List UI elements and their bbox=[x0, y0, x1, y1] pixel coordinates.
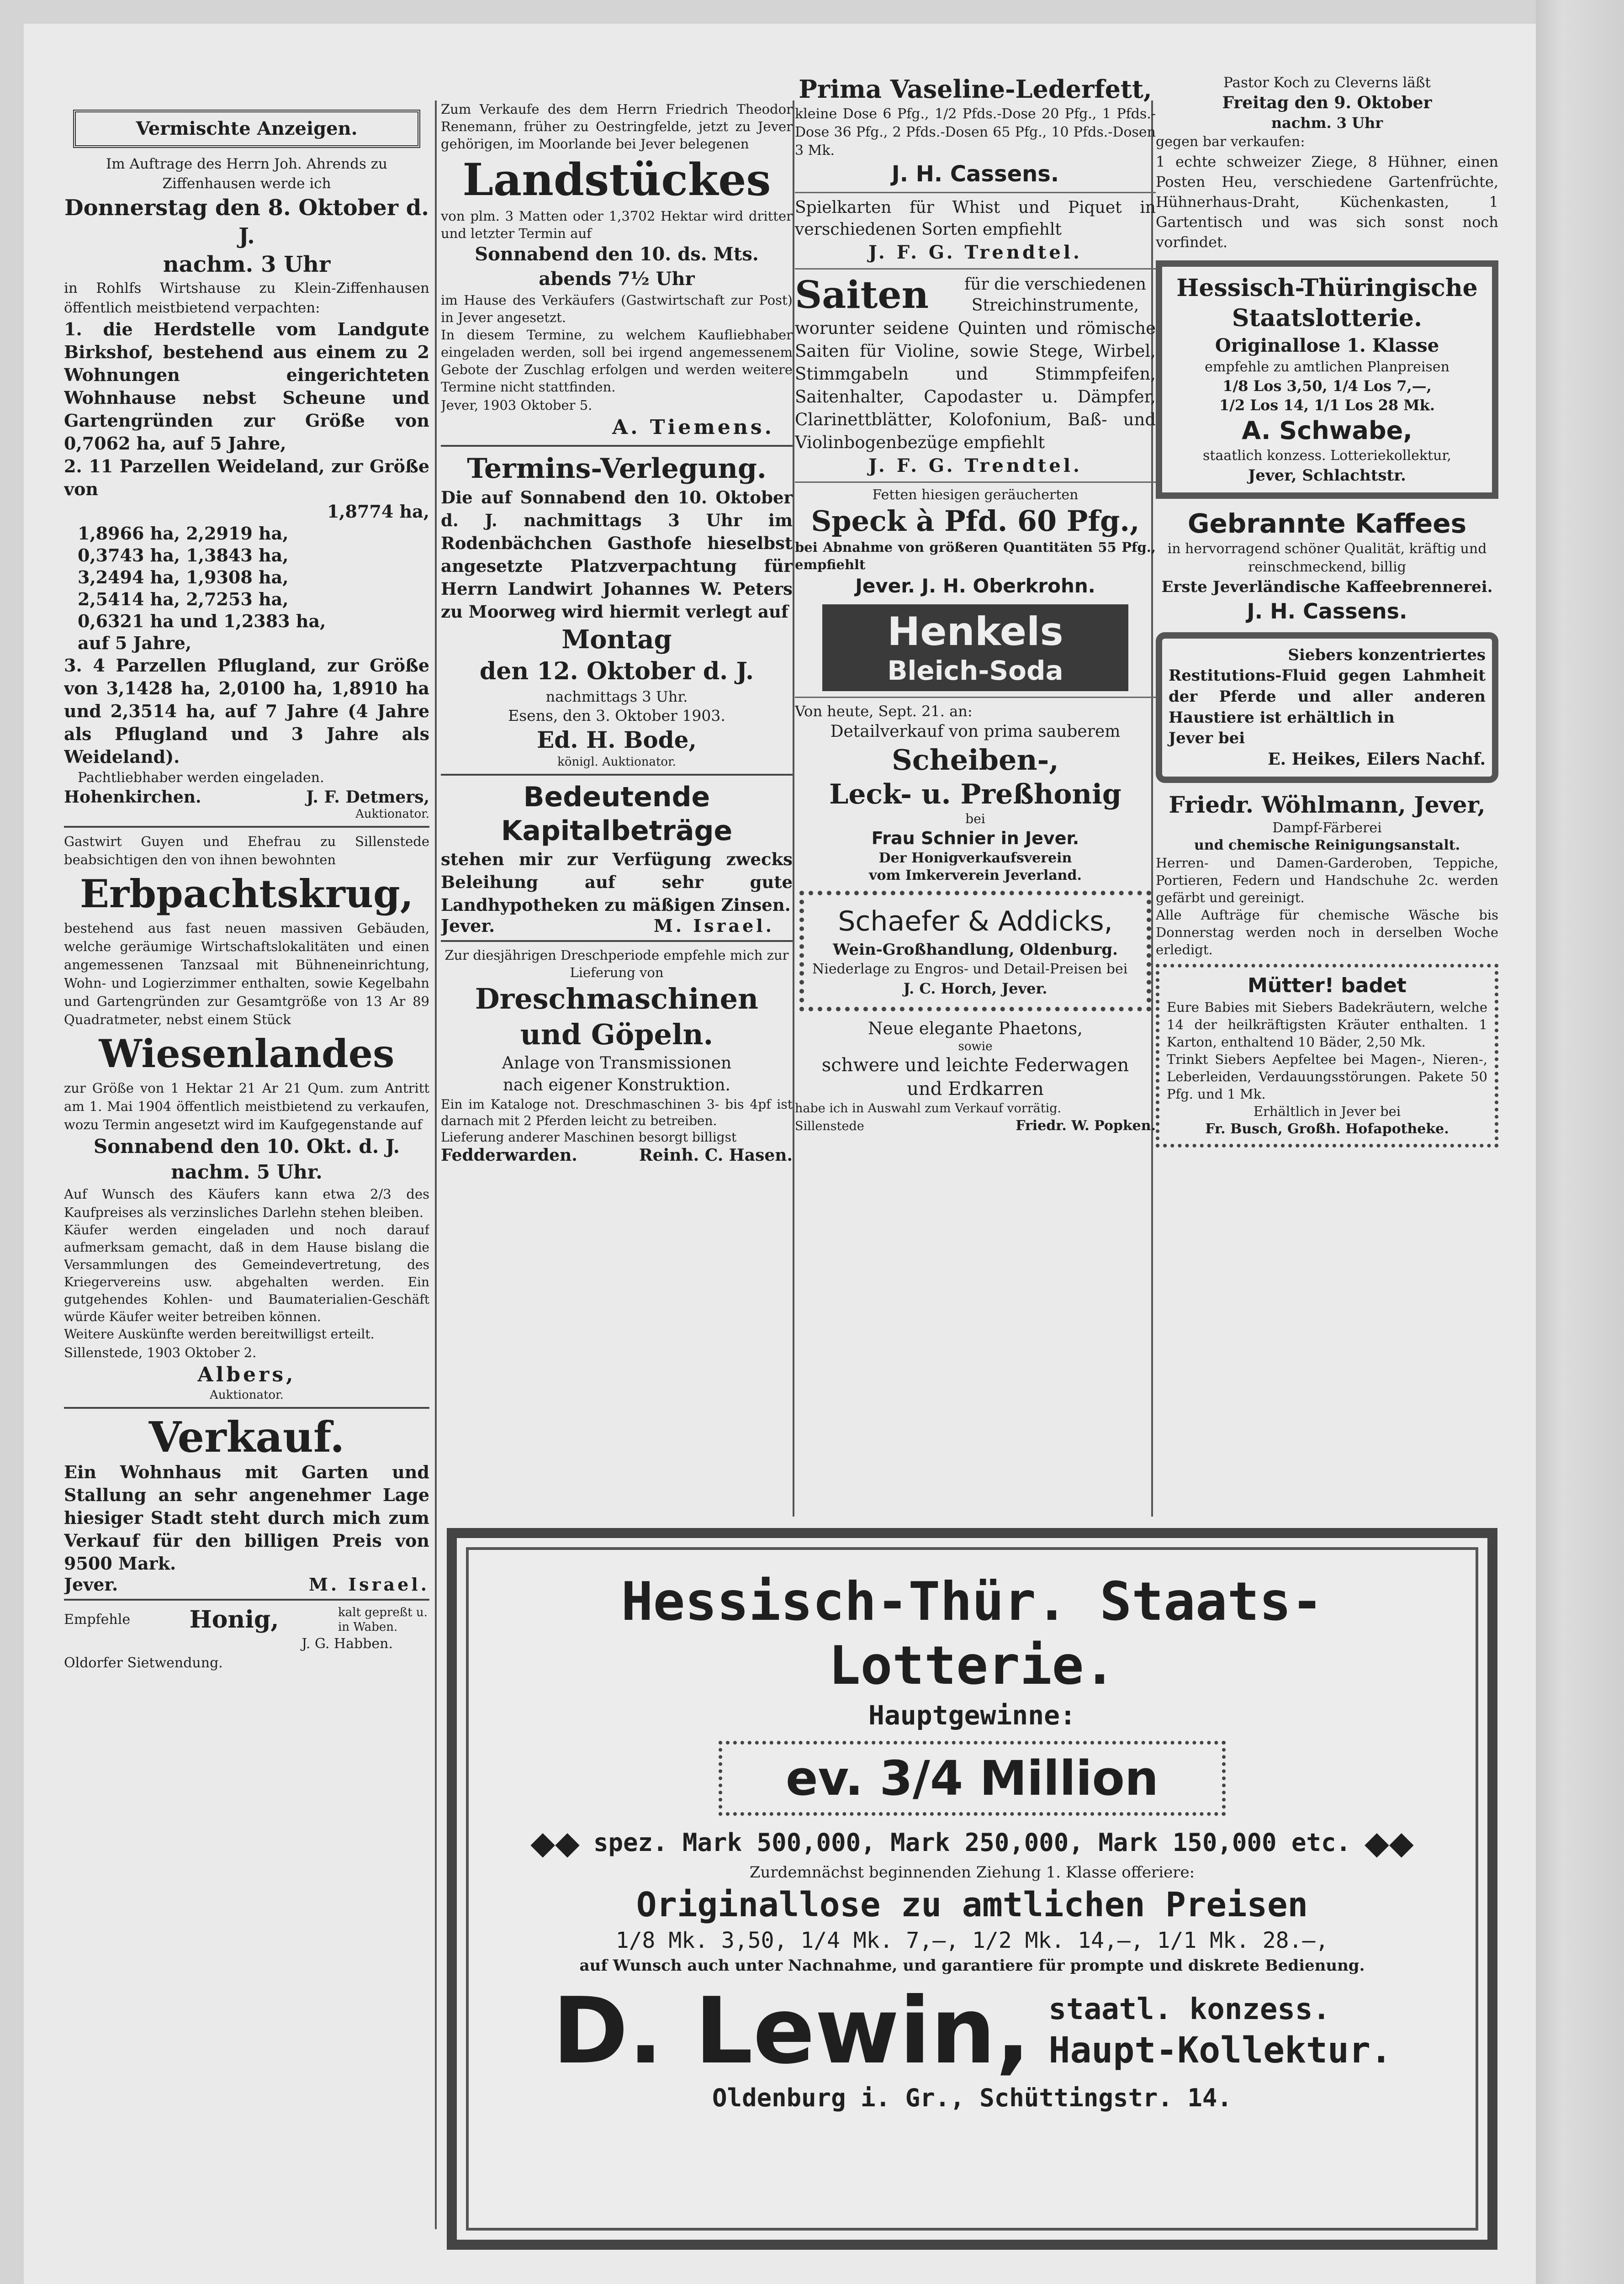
signature-place: Jever. bbox=[64, 1574, 118, 1595]
lottery-vendor: D. Lewin, bbox=[552, 1978, 1031, 2084]
ad-name: A. Schwabe, bbox=[1242, 416, 1412, 445]
diamond-icon: ◆◆ bbox=[1365, 1824, 1414, 1861]
divider bbox=[795, 481, 1156, 483]
ad-text: Der Honigverkaufsverein bbox=[878, 850, 1072, 866]
ad-item: 3. 4 Parzellen Pflugland, zur Größe von 3,1428 ha, 2,0100 ha, 1,8910 ha und 2,3514 ha, auf 7 Jahre (4 Jahre als Pflugland und 3 Jahre als Weideland). bbox=[64, 655, 429, 767]
signature-name: J. F. G. Trendtel. bbox=[868, 455, 1082, 476]
ad-text: Ein Wohnhaus mit Garten und Stallung an sehr angenehmer Lage hiesiger Stadt steht durch mich zum Verkauf für den billigen Preis von 9500 Mark. bbox=[64, 1462, 429, 1574]
ad-title: Termins-Verlegung. bbox=[467, 453, 767, 485]
ad-text: Auf Wunsch des Käufers kann etwa 2/3 des Kaufpreises als verzinsliches Darlehn stehen bleiben. bbox=[64, 1186, 429, 1220]
ad-item: 2. 11 Parzellen Weideland, zur Größe von bbox=[64, 456, 429, 499]
ad-text: 1 echte schweizer Ziege, 8 Hühner, einen Posten Heu, verschiedene Gartenfrüchte, Hühnerhaus-Draht, Küchenkasten, 1 Gartentisch und was sich sonst noch vorfindet. bbox=[1156, 153, 1498, 251]
ad-text: Gastwirt Guyen und Ehefrau zu Sillenstede beabsichtigen den von ihnen bewohnten bbox=[64, 834, 429, 867]
ad-item: 1. die Herdstelle vom Landgute Birkshof, bestehend aus einem zu 2 Wohnungen eingerichteten Wohnhause nebst Scheune und Gartengründen zur Größe von 0,7062 ha, auf 5 Jahre, bbox=[64, 319, 429, 454]
ad-text: Eure Babies mit Siebers Badekräutern, welche 14 der heilkräftigsten Kräuter enthalten. 1 Karton, enthaltend 10 Bäder, 2,50 Mk. bbox=[1167, 999, 1487, 1050]
logo-text: Henkels bbox=[887, 609, 1063, 655]
ad-date: Freitag den 9. Oktober bbox=[1222, 93, 1432, 112]
ad-title: Scheiben-, bbox=[892, 743, 1059, 777]
ad-text: Siebers konzentriertes bbox=[1288, 646, 1486, 664]
ad-title: Honig, bbox=[189, 1606, 279, 1634]
lottery-ad-large bbox=[447, 1528, 1497, 2250]
prize-text: spez. Mark 500,000, Mark 250,000, Mark 150,000 etc. bbox=[593, 1828, 1351, 1857]
ad-text: Detailverkauf von prima sauberem bbox=[830, 722, 1121, 741]
ad-text: Empfehle bbox=[64, 1612, 131, 1628]
ad-text: Jever bei bbox=[1169, 729, 1245, 747]
signature-name: M. Israel. bbox=[653, 915, 774, 936]
ad-text: Ein im Kataloge not. Dreschmaschinen 3- bis 4pf ist darnach mit 2 Pferden leicht zu betreiben. bbox=[441, 1097, 793, 1128]
ad-text: Restitutions-Fluid gegen Lahmheit der Pferde und aller anderen Haustiere ist erhältlich in bbox=[1169, 666, 1486, 727]
henkels-logo bbox=[822, 604, 1128, 691]
signature-place: Hohenkirchen. bbox=[64, 788, 201, 807]
signature-name: E. Heikes, Eilers Nachf. bbox=[1268, 750, 1486, 769]
ad-text: Fetten hiesigen geräucherten bbox=[872, 487, 1079, 503]
ad-text: Die auf Sonnabend den 10. Oktober d. J. nachmittags 3 Uhr im Rodenbächchen Gasthofe hieselbst angesetzte Platzverpachtung für Herrn Landwirt Johannes W. Peters zu Moorweg wird hiermit verlegt auf bbox=[441, 487, 793, 622]
divider bbox=[64, 1599, 429, 1601]
ad-text: im Hause des Verkäufers (Gastwirtschaft zur Post) in Jever angesetzt. bbox=[441, 292, 793, 325]
section-header bbox=[73, 110, 420, 148]
parcel-list bbox=[64, 501, 429, 654]
ad-text: bestehend aus fast neuen massiven Gebäuden, welche geräumige Wirtschaftslokalitäten und einen angemessenen Tanzsaal mit Bühneneinrichtung, Wohn- und Logierzimmer enthalten, sowie Kegelbahn und Gartengründen zur Gesamtgröße von 13 Ar 89 Quadratmeter, nebst einem Stück bbox=[64, 920, 429, 1027]
signature-name: J. G. Habben. bbox=[302, 1636, 393, 1652]
ad-text: von plm. 3 Matten oder 1,3702 Hektar wird dritter und letzter Termin auf bbox=[441, 208, 793, 241]
ad-text: vom Imkerverein Jeverland. bbox=[869, 867, 1082, 883]
ad-text: Weitere Auskünfte werden bereitwilligst erteilt. bbox=[64, 1327, 375, 1342]
divider bbox=[441, 445, 793, 447]
signature-role: königl. Auktionator. bbox=[557, 755, 676, 769]
prize-line bbox=[484, 1824, 1460, 1861]
parcel-row: 3,2494 ha, 1,9308 ha, bbox=[78, 567, 289, 587]
divider bbox=[64, 826, 429, 828]
ad-text: Trinkt Siebers Aepfeltee bei Magen-, Nieren-, Leberleiden, Verdauungsstörungen. Pakete 50 Pfg. und 1 Mk. bbox=[1167, 1052, 1487, 1102]
ad-text: Niederlage zu Engros- und Detail-Preisen bei bbox=[812, 961, 1128, 977]
ad-text: Herren- und Damen-Garderoben, Teppiche, Portieren, Federn und Handschuhe 2c. werden gefärbt und gereinigt. bbox=[1156, 855, 1498, 905]
logo-text: Bleich-Soda bbox=[887, 655, 1063, 686]
million-box bbox=[719, 1741, 1226, 1816]
lottery-offer: Originallose zu amtlichen Preisen bbox=[636, 1885, 1308, 1924]
ad-text: staatlich konzess. Lotteriekollektur, bbox=[1203, 448, 1451, 464]
parcel-row: auf 5 Jahre, bbox=[78, 633, 192, 653]
signature-name: J. F. Detmers, bbox=[306, 788, 429, 807]
signature-name: J. C. Horch, Jever. bbox=[903, 980, 1047, 997]
divider bbox=[441, 940, 793, 942]
lottery-text: auf Wunsch auch unter Nachnahme, und garantiere für prompte und diskrete Bedienung. bbox=[579, 1956, 1365, 1975]
lottery-ad-small bbox=[1156, 260, 1498, 499]
ad-title: Mütter! badet bbox=[1248, 974, 1407, 997]
signature-place: Jever. bbox=[441, 915, 495, 936]
ad-text: Erste Jeverländische Kaffeebrennerei. bbox=[1161, 578, 1493, 596]
ad-subtitle: Anlage von Transmissionen bbox=[502, 1054, 732, 1073]
ad-text: kalt gepreßt u. in Waben. bbox=[338, 1606, 428, 1634]
ad-subtitle: Originallose 1. Klasse bbox=[1215, 335, 1439, 356]
column-1 bbox=[64, 73, 429, 2156]
signature-name: A. Tiemens. bbox=[612, 416, 774, 439]
parcel-row: 0,3743 ha, 1,3843 ha, bbox=[78, 545, 289, 566]
ad-text: und Erdkarren bbox=[907, 1079, 1044, 1100]
lottery-content bbox=[484, 1570, 1460, 2115]
ad-time: nachmittags 3 Uhr. bbox=[545, 688, 688, 705]
signature-name: Fr. Busch, Großh. Hofapotheke. bbox=[1205, 1121, 1449, 1137]
strings-ad-head bbox=[795, 273, 1156, 317]
vendor-role: staatl. konzess. bbox=[1048, 1993, 1331, 2026]
ad-text: Zur diesjährigen Dreschperiode empfehle mich zur Lieferung von bbox=[444, 947, 789, 980]
ad-text: in hervorragend schöner Qualität, kräftig und reinschmeckend, billig bbox=[1167, 541, 1487, 575]
divider bbox=[441, 774, 793, 776]
column-3 bbox=[795, 73, 1156, 1512]
signature-name: J. H. Cassens. bbox=[1247, 599, 1407, 624]
dateline: Sillenstede, 1903 Oktober 2. bbox=[64, 1345, 257, 1360]
ad-time: nachm. 3 Uhr bbox=[1271, 114, 1383, 132]
ad-text: worunter seidene Quinten und römische Saiten für Violine, sowie Stege, Wirbel, Stimmgabeln und Stimmpfeifen, Saitenhalter, Capodaster u. Dämpfer, Clarinettblätter, Kolofonium, Baß- und Violinbogenbezüge empfiehlt bbox=[795, 318, 1156, 452]
header-text: Vermischte Anzeigen. bbox=[136, 118, 358, 139]
ad-text: Alle Aufträge für chemische Wäsche bis Donnerstag werden noch in derselben Woche erledigt. bbox=[1156, 907, 1498, 957]
ad-subtitle: und chemische Reinigungsanstalt. bbox=[1194, 837, 1460, 853]
dateline: Jever, 1903 Oktober 5. bbox=[441, 397, 592, 413]
ad-time: nachm. 3 Uhr bbox=[163, 252, 331, 277]
ad-text: empfehle zu amtlichen Planpreisen bbox=[1205, 359, 1449, 375]
signature-name: J. F. G. Trendtel. bbox=[868, 242, 1082, 263]
ad-title: Kapitalbeträge bbox=[501, 815, 733, 847]
ad-date: Donnerstag den 8. Oktober d. J. bbox=[64, 195, 429, 249]
divider bbox=[795, 697, 1156, 698]
ad-subtitle: Dampf-Färberei bbox=[1272, 820, 1382, 836]
signature-role: Auktionator. bbox=[355, 807, 429, 821]
signature-row bbox=[441, 1146, 793, 1165]
baby-bath-ad bbox=[1156, 964, 1498, 1147]
signature-name: Friedr. W. Popken. bbox=[1016, 1118, 1156, 1134]
ad-text: Käufer werden eingeladen und noch darauf aufmerksam gemacht, daß in dem Hause bislang die Versammlungen des Gemeindevertretung, des Kriegervereins usw. abgehalten werden. Ein gutgehendes Kohlen- und Baumaterialien-Geschäft würde Käufer weiter betreiben können. bbox=[64, 1222, 429, 1324]
lottery-subtitle: Hauptgewinne: bbox=[868, 1700, 1076, 1731]
ad-text: schwere und leichte Federwagen bbox=[821, 1055, 1129, 1076]
ad-title: Verkauf. bbox=[148, 1412, 345, 1462]
ad-text: Jever, Schlachtstr. bbox=[1248, 466, 1406, 485]
parcel-row: 1,8774 ha, bbox=[327, 501, 429, 522]
signature-name: Reinh. C. Hasen. bbox=[639, 1146, 793, 1165]
ad-title: Bedeutende bbox=[523, 781, 710, 813]
lottery-text: Zurdemnächst beginnenden Ziehung 1. Klasse offeriere: bbox=[749, 1863, 1195, 1882]
ad-text: Neue elegante Phaetons, bbox=[868, 1019, 1083, 1038]
ad-text: sowie bbox=[958, 1040, 993, 1053]
ad-title: Wiesenlandes bbox=[99, 1031, 395, 1076]
signature-name: Jever. J. H. Oberkrohn. bbox=[855, 575, 1095, 597]
ad-text: Zum Verkaufe des dem Herrn Friedrich Theodor Renemann, früher zu Oestringfelde, jetzt zu Jever gehörigen, im Moorlande bei Jever belegenen bbox=[441, 101, 793, 152]
ad-time: abends 7½ Uhr bbox=[539, 268, 695, 290]
vendor-roles bbox=[1049, 1990, 1392, 2073]
ad-text: stehen mir zur Verfügung zwecks Beleihung auf sehr gute Landhypotheken zu mäßigen Zinsen. bbox=[441, 849, 793, 915]
schaefer-addicks-box bbox=[799, 891, 1151, 1011]
lottery-prices: 1/8 Mk. 3,50, 1/4 Mk. 7,—, 1/2 Mk. 14,—, 1/1 Mk. 28.—, bbox=[615, 1928, 1329, 1953]
page-edge bbox=[1536, 0, 1624, 2284]
ad-title: Landstückes bbox=[462, 154, 771, 206]
signature-name: J. H. Cassens. bbox=[891, 161, 1059, 187]
diamond-icon: ◆◆ bbox=[530, 1824, 580, 1861]
ad-text: gegen bar verkaufen: bbox=[1156, 134, 1305, 150]
column-2 bbox=[441, 73, 793, 1512]
ad-price: 1/2 Los 14, 1/1 Los 28 Mk. bbox=[1219, 397, 1435, 414]
vendor-role: Haupt-Kollektur. bbox=[1048, 2030, 1392, 2071]
ad-text: In diesem Termine, zu welchem Kaufliebhaber eingeladen werden, soll bei irgend angemessenem Gebote der Zuschlag erfolgen und werden weitere Termine nicht stattfinden. bbox=[441, 327, 793, 395]
ad-name: Frau Schnier in Jever. bbox=[871, 828, 1079, 848]
ad-title: und Göpeln. bbox=[520, 1018, 714, 1051]
restitution-fluid-ad bbox=[1156, 632, 1498, 783]
honey-ad bbox=[64, 1605, 429, 1634]
signature-name: Ed. H. Bode, bbox=[537, 726, 697, 753]
ad-subtitle: nach eigener Konstruktion. bbox=[503, 1076, 730, 1094]
column-rule bbox=[793, 100, 794, 1517]
ad-text: Erhältlich in Jever bei bbox=[1253, 1104, 1401, 1119]
signature-row bbox=[441, 916, 793, 936]
lottery-main-prize: ev. 3/4 Million bbox=[785, 1750, 1159, 1806]
ad-text: Pachtliebhaber werden eingeladen. bbox=[78, 770, 324, 786]
ad-text: Oldorfer Sietwendung. bbox=[64, 1655, 223, 1671]
ad-text: für die verschiedenen Streichinstrumente, bbox=[964, 275, 1146, 315]
ad-title: Gebrannte Kaffees bbox=[1187, 508, 1467, 539]
divider bbox=[64, 1407, 429, 1409]
ad-title: Friedr. Wöhlmann, Jever, bbox=[1169, 791, 1486, 818]
ad-title: Speck à Pfd. 60 Pfg., bbox=[811, 504, 1140, 538]
ad-time: nachm. 5 Uhr. bbox=[171, 1161, 323, 1183]
ad-text: habe ich in Auswahl zum Verkauf vorrätig. bbox=[795, 1101, 1062, 1116]
ad-date: den 12. Oktober d. J. bbox=[479, 657, 754, 685]
column-rule bbox=[435, 100, 437, 2229]
signature-role: Auktionator. bbox=[210, 1388, 284, 1402]
signature-row bbox=[795, 1116, 1156, 1136]
signature-name: M. Israel. bbox=[308, 1574, 429, 1595]
ad-title: Leck- u. Preßhonig bbox=[829, 778, 1121, 810]
ad-text: zur Größe von 1 Hektar 21 Ar 21 Qum. zum Antritt am 1. Mai 1904 öffentlich meistbietend zu verkaufen, wozu Termin angesetzt wird im Kaufgegenstande auf bbox=[64, 1080, 429, 1132]
signature-name: Albers, bbox=[197, 1363, 296, 1386]
lottery-address: Oldenburg i. Gr., Schüttingstr. 14. bbox=[712, 2083, 1232, 2112]
lottery-title: Hessisch-Thür. Staats-Lotterie. bbox=[621, 1571, 1323, 1697]
parcel-row: 0,6321 ha und 1,2383 ha, bbox=[78, 611, 326, 631]
ad-text: Pastor Koch zu Cleverns läßt bbox=[1223, 74, 1431, 91]
signature-place: Fedderwarden. bbox=[441, 1146, 577, 1165]
divider bbox=[795, 192, 1156, 193]
ad-title: Prima Vaseline-Lederfett, bbox=[799, 74, 1152, 104]
ad-title: Hessisch-Thüringische bbox=[1176, 274, 1478, 302]
lewin-row bbox=[484, 1978, 1460, 2084]
ad-text: Im Auftrage des Herrn Joh. Ahrends zu Ziffenhausen werde ich bbox=[106, 156, 388, 192]
ad-text: bei bbox=[965, 811, 985, 826]
dateline: Esens, den 3. Oktober 1903. bbox=[508, 707, 725, 724]
ad-title: Schaefer & Addicks, bbox=[838, 905, 1113, 937]
divider bbox=[795, 268, 1156, 270]
ad-date: Sonnabend den 10. ds. Mts. bbox=[475, 243, 759, 265]
ad-text: Spielkarten für Whist und Piquet in verschiedenen Sorten empfiehlt bbox=[795, 198, 1156, 239]
ad-title: Dreschmaschinen bbox=[475, 982, 759, 1015]
ad-text: Von heute, Sept. 21. an: bbox=[795, 703, 973, 720]
ad-price: 1/8 Los 3,50, 1/4 Los 7,—, bbox=[1222, 377, 1432, 395]
ad-text: in Rohlfs Wirtshause zu Klein-Ziffenhausen öffentlich meistbietend verpachten: bbox=[64, 280, 429, 316]
signature-row bbox=[64, 788, 429, 807]
parcel-row: 1,8966 ha, 2,2919 ha, bbox=[78, 523, 289, 544]
column-4 bbox=[1156, 73, 1498, 1512]
ad-title: Erbpachtskrug, bbox=[80, 871, 413, 916]
signature-place: Sillenstede bbox=[795, 1119, 864, 1133]
ad-date: Sonnabend den 10. Okt. d. J. bbox=[93, 1135, 400, 1158]
ad-title: Saiten bbox=[795, 273, 929, 317]
ad-date: Montag bbox=[561, 624, 672, 655]
ad-text: Lieferung anderer Maschinen besorgt billigst bbox=[441, 1130, 737, 1145]
ad-text: kleine Dose 6 Pfg., 1/2 Pfds.-Dose 20 Pfg., 1 Pfds.-Dose 36 Pfg., 2 Pfds.-Dosen 65 Pfg., 10 Pfds.-Dosen 3 Mk. bbox=[795, 106, 1156, 159]
parcel-row: 2,5414 ha, 2,7253 ha, bbox=[78, 589, 289, 609]
ad-subtitle: Wein-Großhandlung, Oldenburg. bbox=[833, 941, 1118, 959]
signature-row bbox=[64, 1575, 429, 1594]
ad-text: bei Abnahme von größeren Quantitäten 55 Pfg., empfiehlt bbox=[795, 539, 1156, 572]
ad-title: Staatslotterie. bbox=[1232, 304, 1423, 332]
